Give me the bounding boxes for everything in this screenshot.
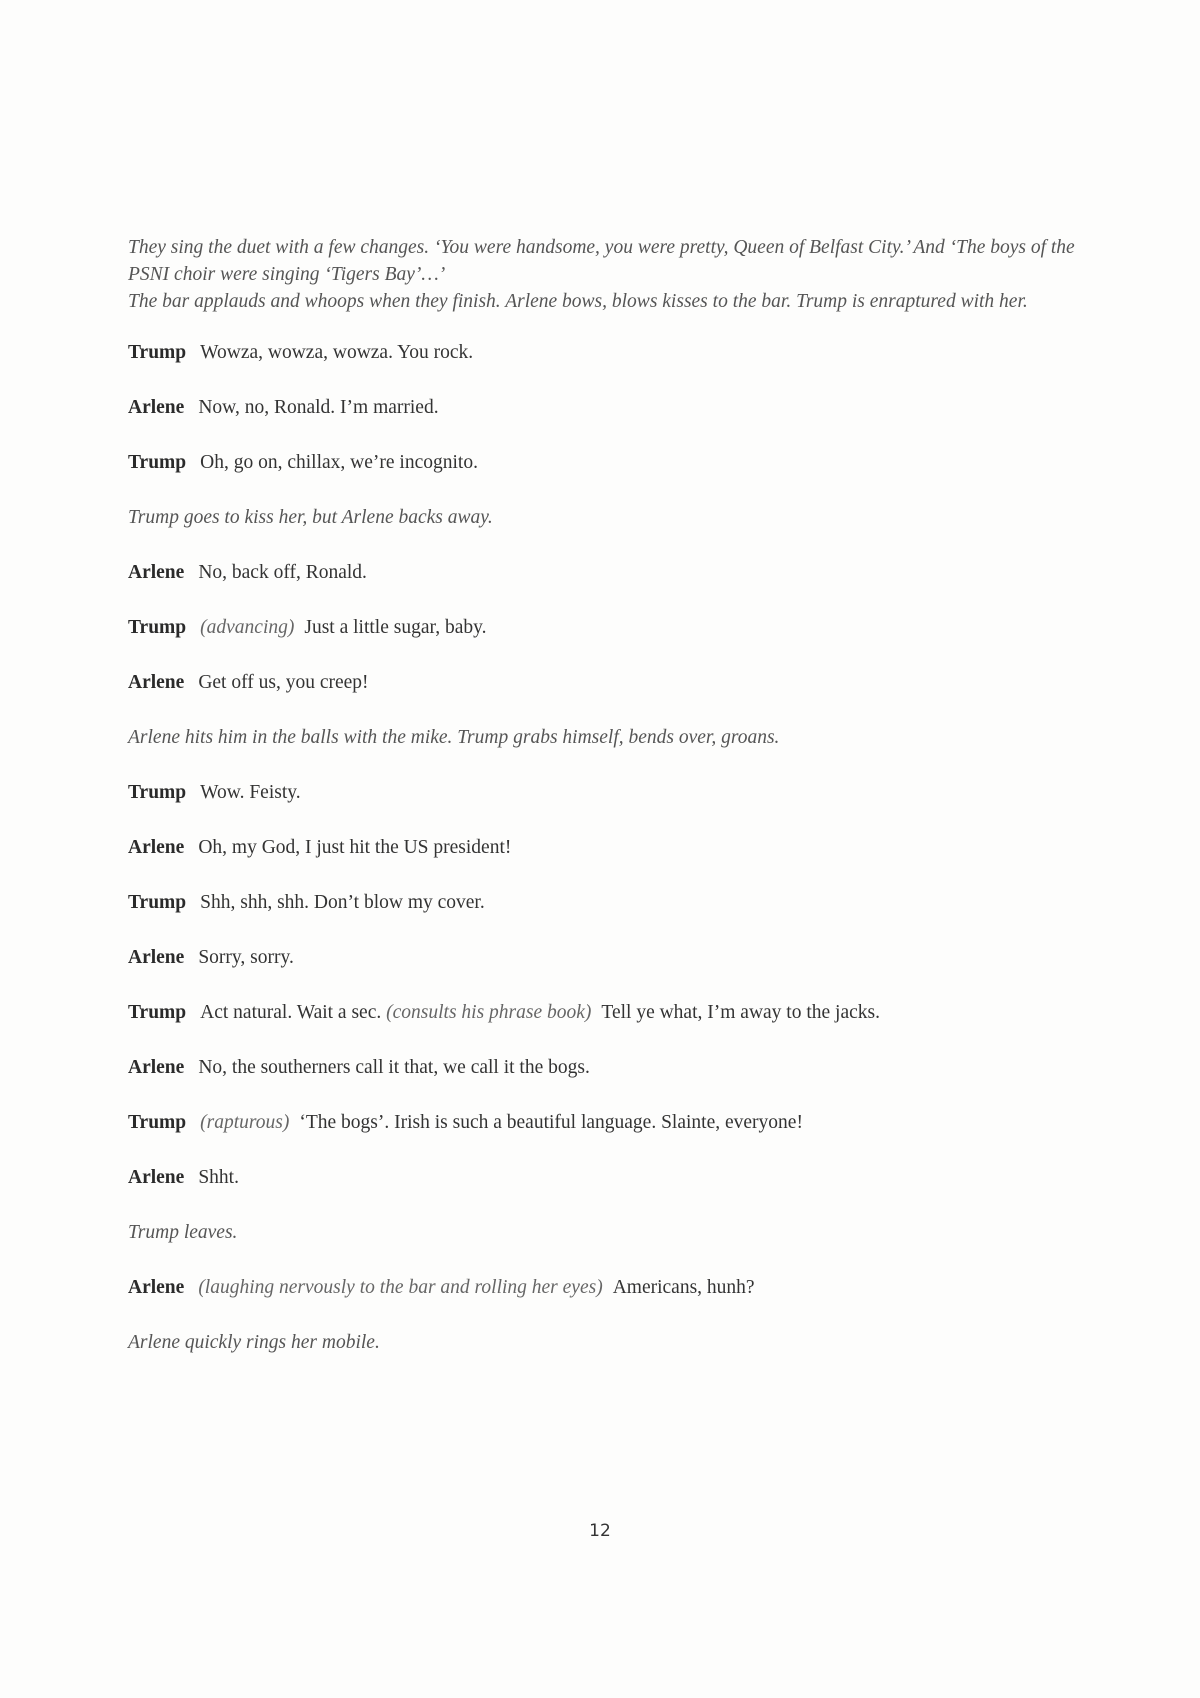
stage-direction: Trump goes to kiss her, but Arlene backs away. [128,507,493,528]
speech-text: No, the southerners call it that, we call it the bogs. [198,1057,590,1078]
dialogue-line [128,449,1078,476]
speech-text: Just a little sugar, baby. [304,617,487,638]
speech-text: ‘The bogs’. Irish is such a beautiful language. Slainte, everyone! [299,1112,803,1133]
dialogue-line [128,944,1078,971]
speaker-name: Trump [128,452,187,473]
stage-direction-paragraph: They sing the duet with a few changes. ‘You were handsome, you were pretty, Queen of Belfast City.’ And ‘The boys of the PSNI choir were singing ‘Tigers Bay’…’ [128,237,1075,285]
speaker-name: Arlene [128,397,185,418]
dialogue-line [128,1109,1078,1136]
speaker-name: Arlene [128,947,185,968]
dialogue-line [128,779,1078,806]
dialogue-line [128,394,1078,421]
parenthetical: (laughing nervously to the bar and rolling her eyes) [198,1277,603,1298]
dialogue-line [128,1274,1078,1301]
speaker-name: Trump [128,892,187,913]
speaker-name: Arlene [128,1057,185,1078]
dialogue-line [128,889,1078,916]
stage-direction: Arlene quickly rings her mobile. [128,1332,380,1353]
speaker-name: Arlene [128,672,185,693]
speaker-name: Arlene [128,837,185,858]
speech-text: Wowza, wowza, wowza. You rock. [200,342,474,363]
speaker-name: Trump [128,342,187,363]
speech-text: Wow. Feisty. [200,782,301,803]
dialogue-line [128,559,1078,586]
dialogue-line [128,1164,1078,1191]
speaker-name: Trump [128,1112,187,1133]
dialogue-line [128,614,1078,641]
speech-text: Tell ye what, I’m away to the jacks. [601,1002,880,1023]
speaker-name: Trump [128,1002,187,1023]
speaker-name: Arlene [128,562,185,583]
dialogue-line [128,834,1078,861]
speech-text: Shh, shh, shh. Don’t blow my cover. [200,892,485,913]
dialogue-line [128,669,1078,696]
speaker-name: Arlene [128,1277,185,1298]
speech-text: Oh, my God, I just hit the US president! [198,837,512,858]
parenthetical: (rapturous) [200,1112,290,1133]
speech-text: Now, no, Ronald. I’m married. [198,397,439,418]
speech-text: Sorry, sorry. [198,947,294,968]
parenthetical: (advancing) [200,617,295,638]
dialogue-line [128,999,1078,1026]
stage-direction: Trump leaves. [128,1222,238,1243]
speech-text: Americans, hunh? [612,1277,755,1298]
intro-stage-direction [128,234,1078,315]
speech-text: Oh, go on, chillax, we’re incognito. [200,452,478,473]
parenthetical: (consults his phrase book) [386,1002,592,1023]
page-number: 12 [589,1521,611,1541]
speech-text: Act natural. Wait a sec. [200,1002,382,1023]
speech-text: Get off us, you creep! [198,672,369,693]
dialogue-list [128,339,1078,1356]
dialogue-line [128,339,1078,366]
speech-text: No, back off, Ronald. [198,562,367,583]
stage-direction: Arlene hits him in the balls with the mike. Trump grabs himself, bends over, groans. [128,727,780,748]
script-body [128,234,1078,1384]
speaker-name: Trump [128,782,187,803]
speaker-name: Arlene [128,1167,185,1188]
speaker-name: Trump [128,617,187,638]
dialogue-line [128,1054,1078,1081]
stage-direction-paragraph: The bar applauds and whoops when they finish. Arlene bows, blows kisses to the bar. Trump is enraptured with her. [128,291,1028,312]
speech-text: Shht. [198,1167,239,1188]
